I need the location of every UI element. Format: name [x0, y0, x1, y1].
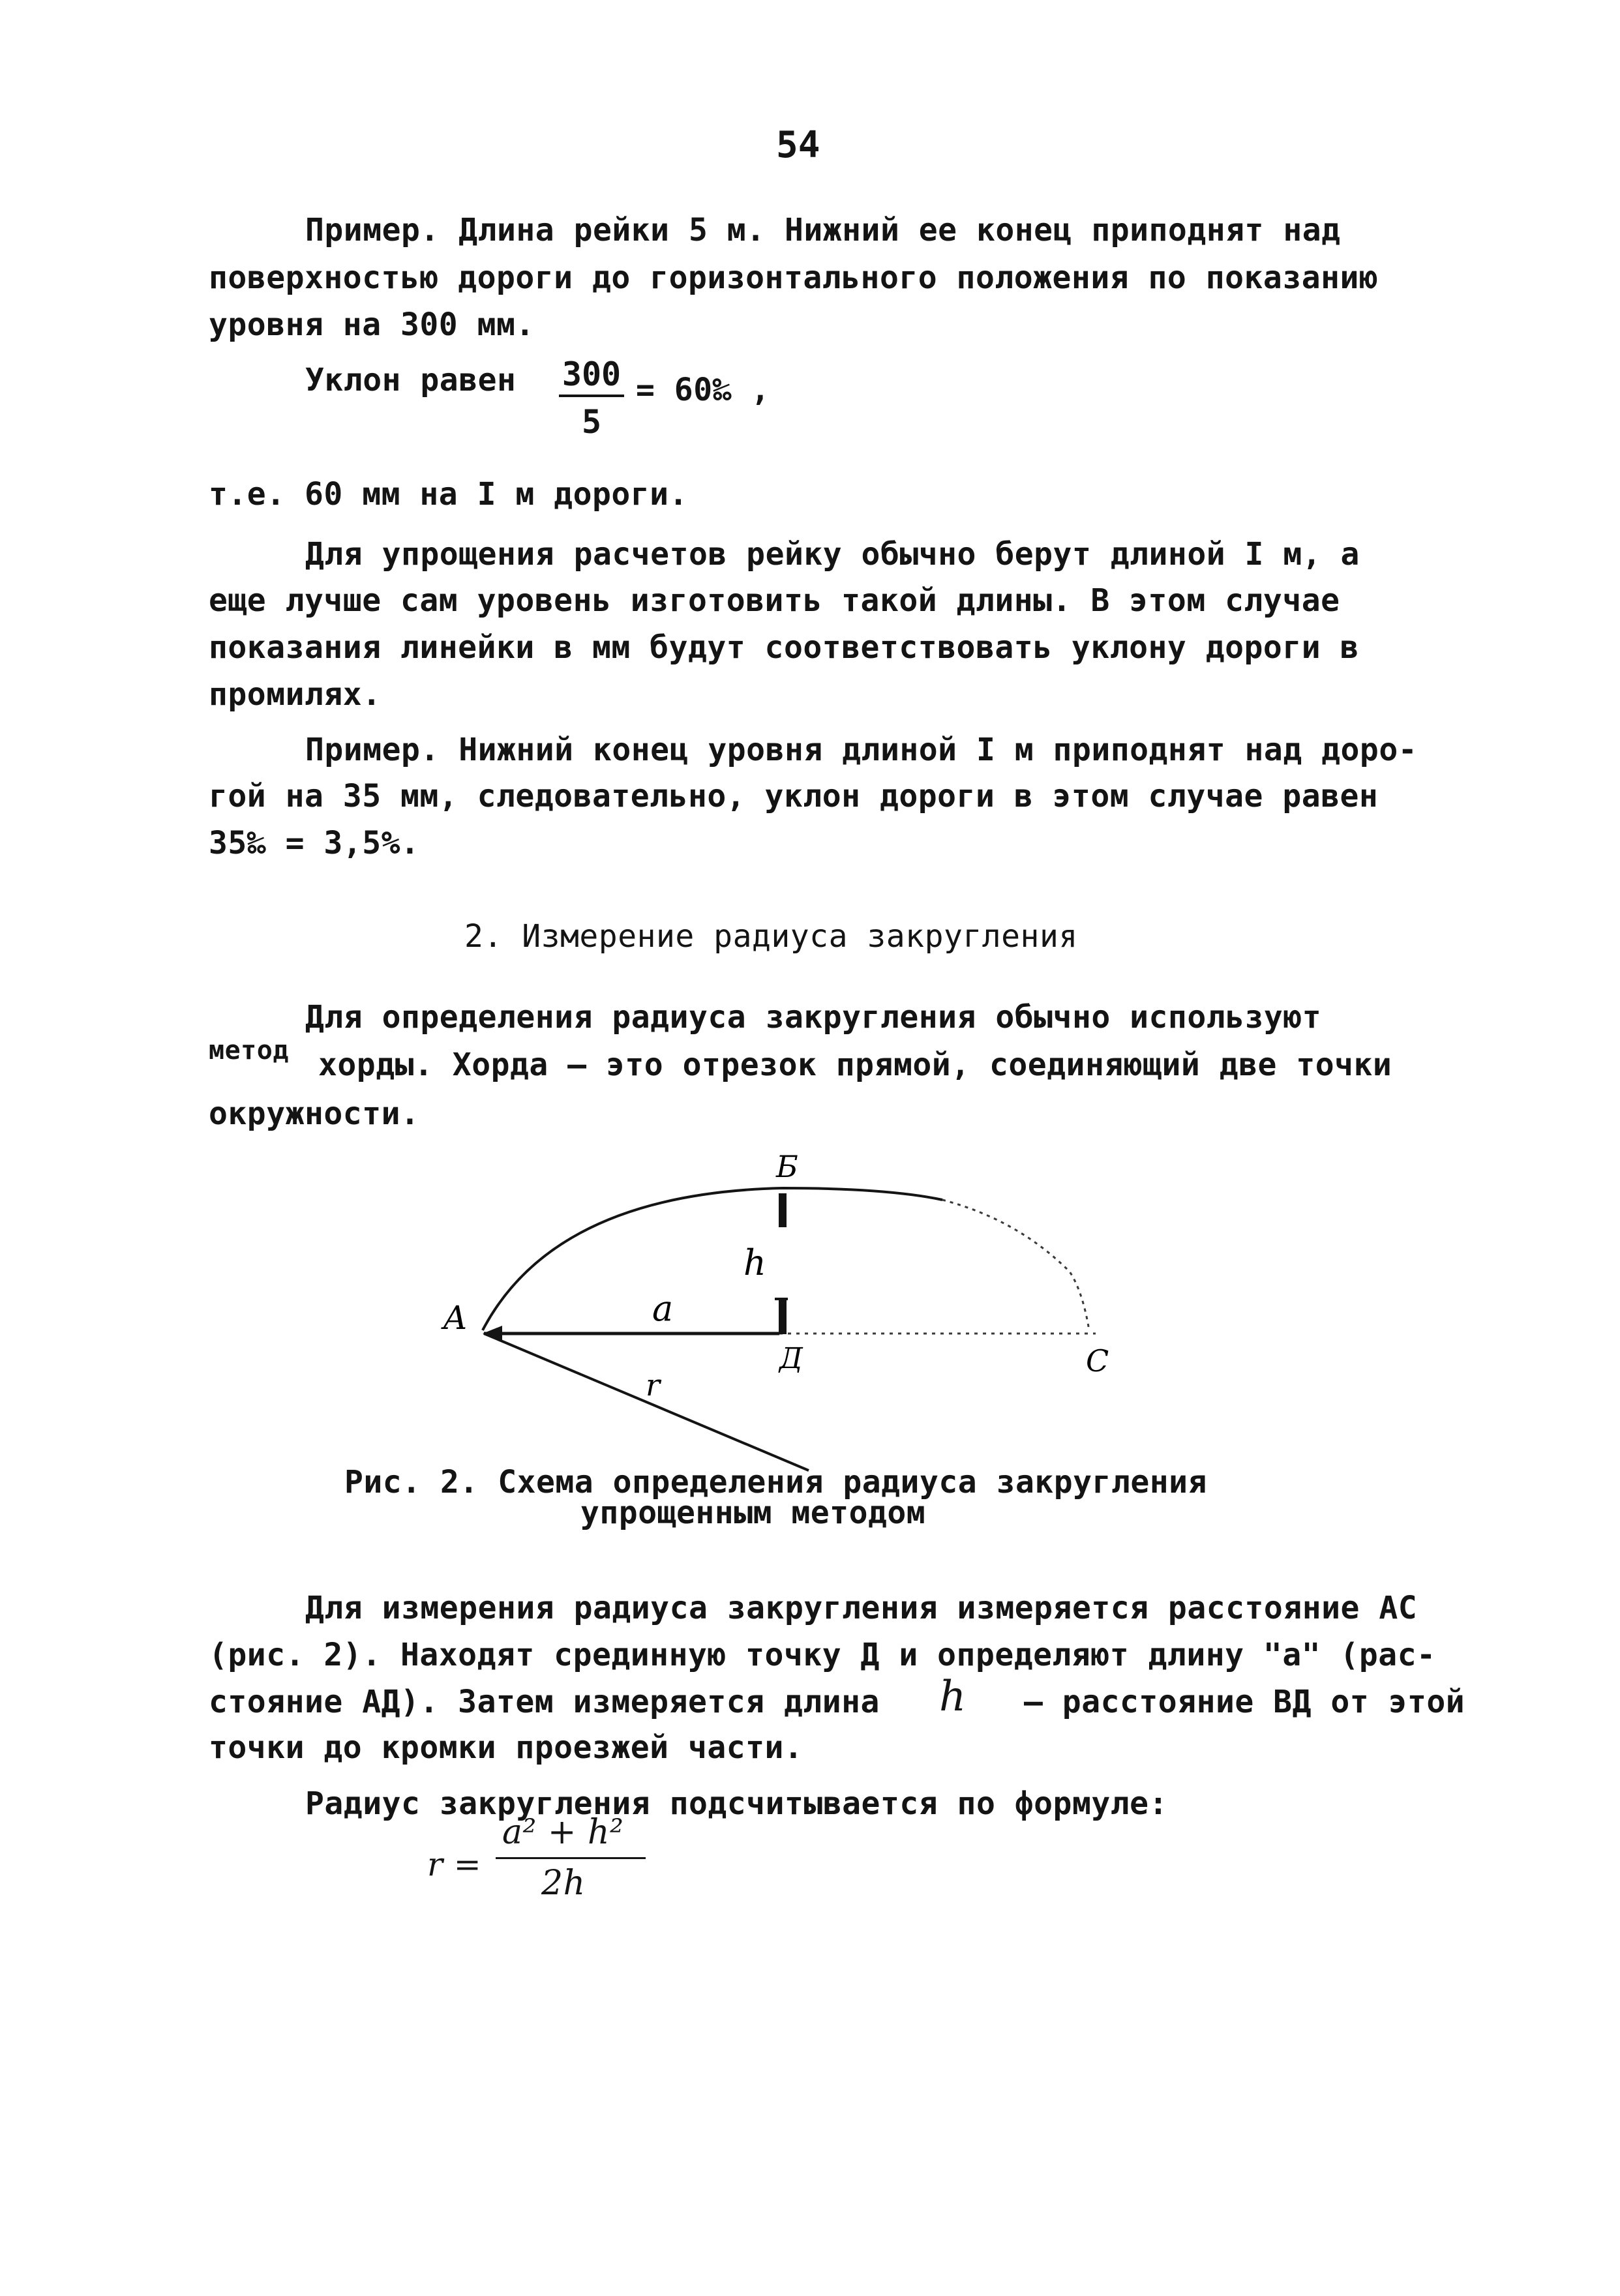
- simplify-line4: промилях.: [209, 676, 382, 713]
- simplify-line1: Для упрощения расчетов рейку обычно берут длиной I м, а: [305, 536, 1360, 573]
- measure-line3a: стояние АД). Затем измеряется длина: [209, 1684, 880, 1720]
- formula-numerator: a² + h²: [502, 1813, 624, 1852]
- formula-lhs: r =: [427, 1845, 482, 1883]
- example2-line2: гой на 35 мм, следовательно, уклон дороги в этом случае равен: [209, 778, 1379, 814]
- slope-result: = 60‰ ,: [636, 372, 770, 408]
- label-b: Б: [776, 1149, 798, 1184]
- chord-line2: хорды. Хорда – это отрезок прямой, соединяющий две точки: [318, 1047, 1392, 1083]
- figure-caption-line2: упрощенным методом: [580, 1495, 926, 1531]
- figure-caption-line1: Рис. 2. Схема определения радиуса закругления: [344, 1464, 1207, 1500]
- example2-line1: Пример. Нижний конец уровня длиной I м приподнят над доро-: [305, 732, 1418, 768]
- chord-line1: Для определения радиуса закругления обычно используют: [305, 999, 1322, 1036]
- example1-line3: уровня на 300 мм.: [209, 306, 535, 343]
- example1-line2: поверхностью дороги до горизонтального положения по показанию: [209, 260, 1379, 296]
- measure-line3b: – расстояние ВД от этой: [1024, 1684, 1465, 1720]
- label-r: r: [646, 1367, 660, 1403]
- formula-intro: Радиус закругления подсчитывается по формуле:: [305, 1785, 1168, 1822]
- chord-line2-prefix: метод: [209, 1036, 289, 1066]
- chord-line3: окружности.: [209, 1096, 420, 1132]
- example1-line5: т.е. 60 мм на I м дороги.: [209, 476, 688, 513]
- simplify-line3: показания линейки в мм будут соответствовать уклону дороги в: [209, 629, 1359, 666]
- section-heading: 2. Измерение радиуса закругления: [464, 918, 1078, 955]
- page-number: 54: [776, 124, 820, 166]
- arc-dashed: [942, 1200, 1089, 1330]
- example1-line1: Пример. Длина рейки 5 м. Нижний ее конец приподнят над: [305, 212, 1341, 248]
- slope-denominator: 5: [581, 403, 602, 441]
- label-h: h: [743, 1242, 766, 1283]
- measure-line2: (рис. 2). Находят срединную точку Д и определяют длину "а" (рас-: [209, 1637, 1436, 1673]
- label-c: C: [1086, 1343, 1109, 1379]
- slope-label: Уклон равен: [305, 362, 517, 398]
- example2-line3: 35‰ = 3,5%.: [209, 825, 420, 861]
- arc-solid: [483, 1188, 942, 1330]
- slope-numerator: 300: [562, 355, 622, 393]
- label-a-point: A: [443, 1299, 468, 1337]
- measure-line4: точки до кромки проезжей части.: [209, 1729, 803, 1766]
- label-d: Д: [779, 1342, 803, 1375]
- simplify-line2: еще лучше сам уровень изготовить такой длины. В этом случае: [209, 582, 1340, 619]
- label-a: a: [652, 1288, 674, 1329]
- measure-line1: Для измерения радиуса закругления измеряется расстояние АС: [305, 1590, 1418, 1626]
- formula-bar: [496, 1857, 646, 1859]
- formula-denominator: 2h: [541, 1864, 586, 1903]
- measure-h-symbol: h: [939, 1673, 967, 1721]
